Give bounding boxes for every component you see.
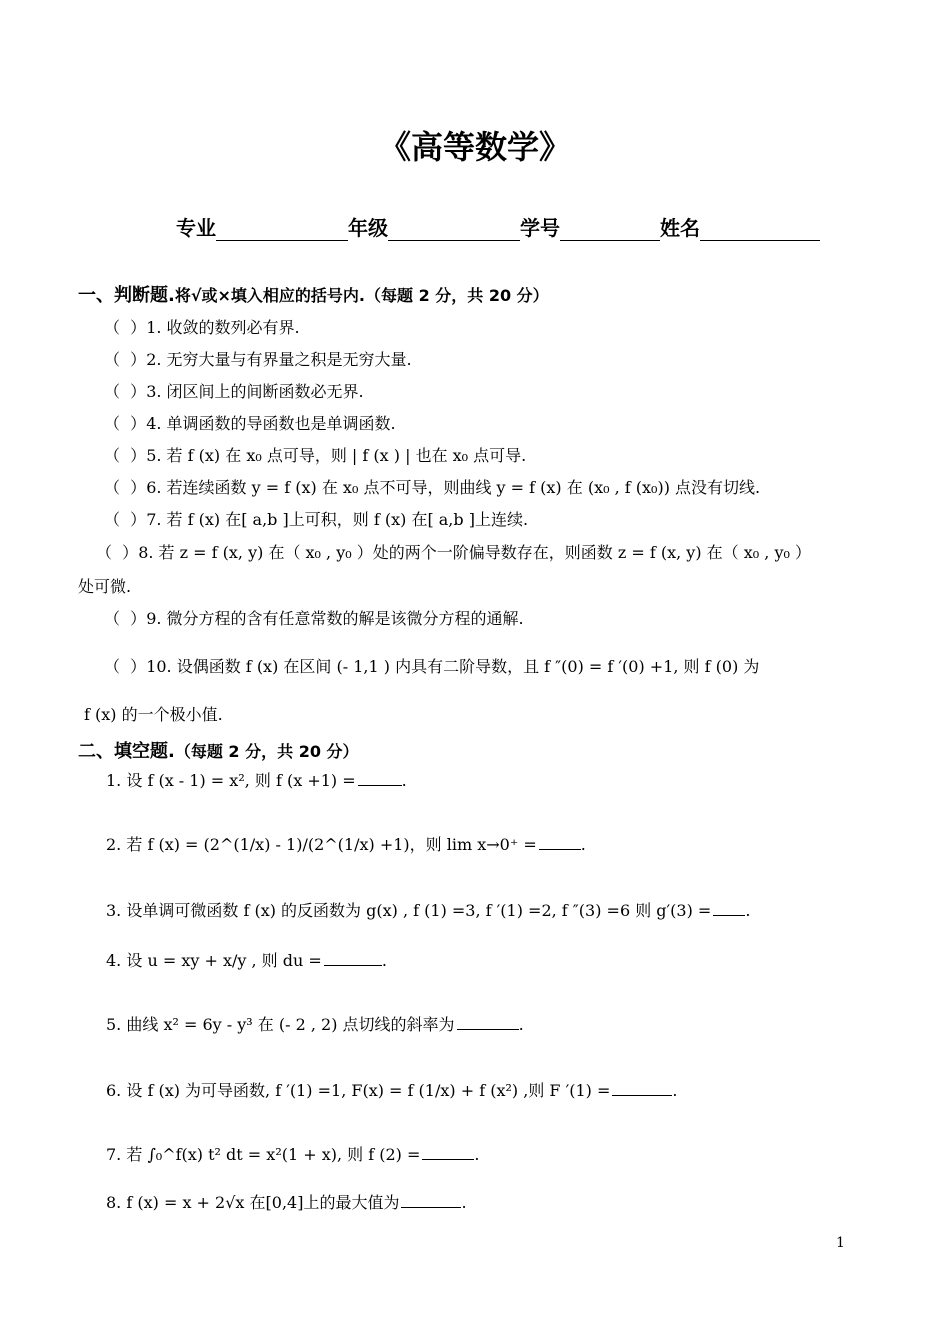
section2-instruction: （每题 2 分，共 20 分） (174, 742, 359, 761)
judge-item-10: （ ）10. 设偶函数 f (x) 在区间 (- 1,1 ) 内具有二阶导数，且 f ″(0) = f ′(0) +1, 则 f (0) 为 (104, 657, 760, 676)
fill-item-3: 3. 设单调可微函数 f (x) 的反函数为 g(x) , f (1) =3, f ′(1) =2, f ″(3) =6 则 g′(3) = . (106, 901, 751, 920)
page-title: 《高等数学》 (378, 128, 571, 166)
answer-blank-6[interactable] (612, 1079, 672, 1096)
answer-blank-5[interactable] (457, 1013, 519, 1030)
judge-item-9: （ ）9. 微分方程的含有任意常数的解是该微分方程的通解. (104, 609, 524, 628)
fill-item-5: 5. 曲线 x² = 6y - y³ 在 (- 2 , 2) 点切线的斜率为 . (106, 1015, 524, 1034)
name-blank[interactable] (700, 218, 820, 241)
fill-item-8: 8. f (x) = x + 2√x 在[0,4]上的最大值为 . (106, 1193, 467, 1212)
major-blank[interactable] (216, 218, 348, 241)
judge-item-4: （ ）4. 单调函数的导函数也是单调函数. (104, 414, 396, 433)
section1-heading: 一、判断题.将√或×填入相应的括号内.（每题 2 分，共 20 分） (78, 285, 549, 306)
judge-item-8: （ ）8. 若 z = f (x, y) 在（ x₀ , y₀ ）处的两个一阶偏导数存在，则函数 z = f (x, y) 在（ x₀ , y₀ ） (96, 543, 811, 562)
section2-heading: 二、填空题.（每题 2 分，共 20 分） (78, 741, 359, 762)
judge-item-8-cont: 处可微. (78, 577, 132, 596)
judge-item-7: （ ）7. 若 f (x) 在[ a,b ]上可积，则 f (x) 在[ a,b ]上连续. (104, 510, 529, 529)
section1-instruction: 将√或×填入相应的括号内.（每题 2 分，共 20 分） (174, 286, 549, 305)
answer-blank-7[interactable] (422, 1143, 474, 1160)
grade-label: 年级 (348, 216, 388, 240)
judge-item-10-cont: f (x) 的一个极小值. (84, 705, 223, 724)
answer-blank-4[interactable] (324, 949, 382, 966)
judge-item-3: （ ）3. 闭区间上的间断函数必无界. (104, 382, 364, 401)
answer-blank-8[interactable] (401, 1191, 461, 1208)
fill-item-4: 4. 设 u = xy + x/y , 则 du = . (106, 951, 387, 970)
page-number: 1 (836, 1235, 845, 1251)
grade-blank[interactable] (388, 218, 520, 241)
fill-item-7: 7. 若 ∫₀^f(x) t² dt = x²(1 + x), 则 f (2) = . (106, 1145, 480, 1164)
fill-item-2: 2. 若 f (x) = (2^(1/x) - 1)/(2^(1/x) +1)，则 lim x→0⁺ = . (106, 835, 586, 854)
student-id-label: 学号 (520, 216, 560, 240)
student-id-blank[interactable] (560, 218, 660, 241)
answer-blank-3[interactable] (713, 899, 745, 916)
major-label: 专业 (176, 216, 216, 240)
judge-item-6: （ ）6. 若连续函数 y = f (x) 在 x₀ 点不可导，则曲线 y = f (x) 在 (x₀ , f (x₀)) 点没有切线. (104, 478, 761, 497)
student-info-line (176, 212, 820, 241)
judge-item-1: （ ）1. 收敛的数列必有界. (104, 318, 300, 337)
name-label: 姓名 (660, 216, 700, 240)
answer-blank-1[interactable] (358, 769, 402, 786)
judge-item-2: （ ）2. 无穷大量与有界量之积是无穷大量. (104, 350, 412, 369)
fill-item-1: 1. 设 f (x - 1) = x², 则 f (x +1) = . (106, 771, 407, 790)
answer-blank-2[interactable] (539, 833, 581, 850)
judge-item-5: （ ）5. 若 f (x) 在 x₀ 点可导，则 | f (x ) | 也在 x₀ 点可导. (104, 446, 527, 465)
fill-item-6: 6. 设 f (x) 为可导函数, f ′(1) =1, F(x) = f (1/x) + f (x²) ,则 F ′(1) = . (106, 1081, 678, 1100)
